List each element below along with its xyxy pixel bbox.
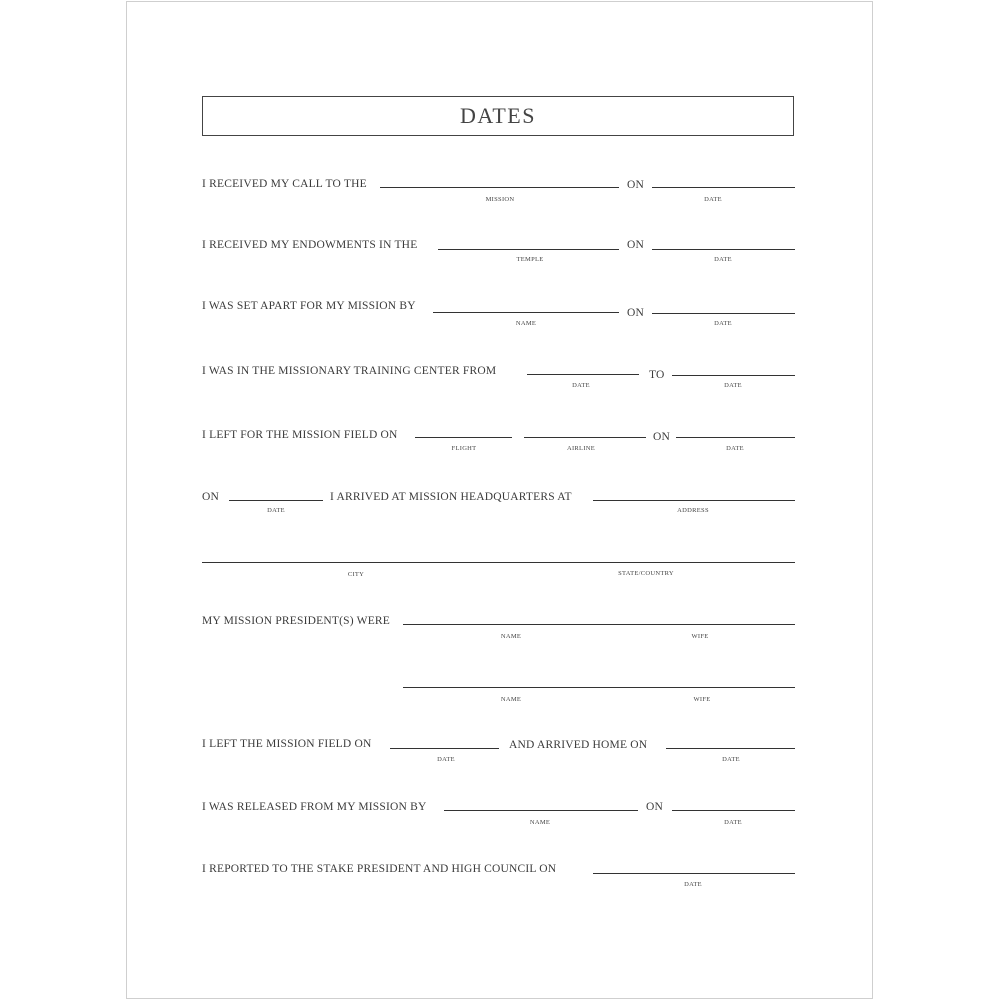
reported-prefix: I REPORTED TO THE STAKE PRESIDENT AND HIGH COUNCIL ON bbox=[202, 863, 557, 875]
mtc-to-date-field[interactable] bbox=[672, 375, 795, 376]
left-for-field-date-field[interactable] bbox=[676, 437, 795, 438]
arrived-home-date-label: DATE bbox=[722, 756, 740, 763]
set-apart-date-label: DATE bbox=[714, 320, 732, 327]
mtc-prefix: I WAS IN THE MISSIONARY TRAINING CENTER FROM bbox=[202, 365, 497, 377]
arrived-middle: I ARRIVED AT MISSION HEADQUARTERS AT bbox=[330, 491, 572, 503]
reported-date-label: DATE bbox=[684, 881, 702, 888]
president-2-name-label: NAME bbox=[500, 696, 522, 703]
released-date-label: DATE bbox=[724, 819, 742, 826]
presidents-prefix: MY MISSION PRESIDENT(S) WERE bbox=[202, 615, 391, 627]
left-for-field-date-label: DATE bbox=[726, 445, 744, 452]
airline-label: AIRLINE bbox=[566, 445, 596, 452]
mtc-from-date-label: DATE bbox=[572, 382, 590, 389]
mission-field[interactable] bbox=[380, 187, 619, 188]
temple-label: TEMPLE bbox=[516, 256, 544, 263]
title-box bbox=[202, 96, 794, 136]
mtc-to-date-label: DATE bbox=[724, 382, 742, 389]
endowments-date-label: DATE bbox=[714, 256, 732, 263]
left-field-prefix: I LEFT THE MISSION FIELD ON bbox=[202, 738, 372, 750]
released-on: ON bbox=[646, 801, 664, 813]
page-title: DATES bbox=[460, 103, 536, 128]
president-2-wife-label: WIFE bbox=[693, 696, 711, 703]
mtc-to: TO bbox=[649, 369, 665, 381]
endowments-on: ON bbox=[627, 239, 645, 251]
address-field[interactable] bbox=[593, 500, 795, 501]
city-label: CITY bbox=[347, 571, 365, 578]
arrived-date-field[interactable] bbox=[229, 500, 323, 501]
set-apart-prefix: I WAS SET APART FOR MY MISSION BY bbox=[202, 300, 416, 312]
left-field-date-label: DATE bbox=[437, 756, 455, 763]
mtc-from-date-field[interactable] bbox=[527, 374, 639, 375]
set-apart-date-field[interactable] bbox=[652, 313, 795, 314]
set-apart-on: ON bbox=[627, 307, 645, 319]
state-country-label: STATE/COUNTRY bbox=[618, 570, 674, 577]
arrived-on: ON bbox=[202, 491, 220, 503]
call-date-field[interactable] bbox=[652, 187, 795, 188]
call-date-label: DATE bbox=[704, 196, 722, 203]
left-field-middle: AND ARRIVED HOME ON bbox=[509, 739, 648, 751]
left-field-date-field[interactable] bbox=[390, 748, 499, 749]
released-name-label: NAME bbox=[529, 819, 551, 826]
address-label: ADDRESS bbox=[677, 507, 709, 514]
call-on: ON bbox=[627, 179, 645, 191]
set-apart-name-field[interactable] bbox=[433, 312, 619, 313]
left-for-field-prefix: I LEFT FOR THE MISSION FIELD ON bbox=[202, 429, 398, 441]
president-1-field[interactable] bbox=[403, 624, 795, 625]
president-1-name-label: NAME bbox=[500, 633, 522, 640]
flight-field[interactable] bbox=[415, 437, 512, 438]
flight-label: FLIGHT bbox=[451, 445, 477, 452]
reported-date-field[interactable] bbox=[593, 873, 795, 874]
city-state-field[interactable] bbox=[202, 562, 795, 563]
president-2-field[interactable] bbox=[403, 687, 795, 688]
left-for-field-on: ON bbox=[653, 431, 671, 443]
arrived-home-date-field[interactable] bbox=[666, 748, 795, 749]
endowments-prefix: I RECEIVED MY ENDOWMENTS IN THE bbox=[202, 239, 418, 251]
temple-field[interactable] bbox=[438, 249, 619, 250]
president-1-wife-label: WIFE bbox=[691, 633, 709, 640]
set-apart-name-label: NAME bbox=[515, 320, 537, 327]
released-prefix: I WAS RELEASED FROM MY MISSION BY bbox=[202, 801, 427, 813]
released-name-field[interactable] bbox=[444, 810, 638, 811]
mission-label: MISSION bbox=[485, 196, 515, 203]
call-prefix: I RECEIVED MY CALL TO THE bbox=[202, 178, 367, 190]
arrived-date-label: DATE bbox=[267, 507, 285, 514]
released-date-field[interactable] bbox=[672, 810, 795, 811]
airline-field[interactable] bbox=[524, 437, 646, 438]
endowments-date-field[interactable] bbox=[652, 249, 795, 250]
